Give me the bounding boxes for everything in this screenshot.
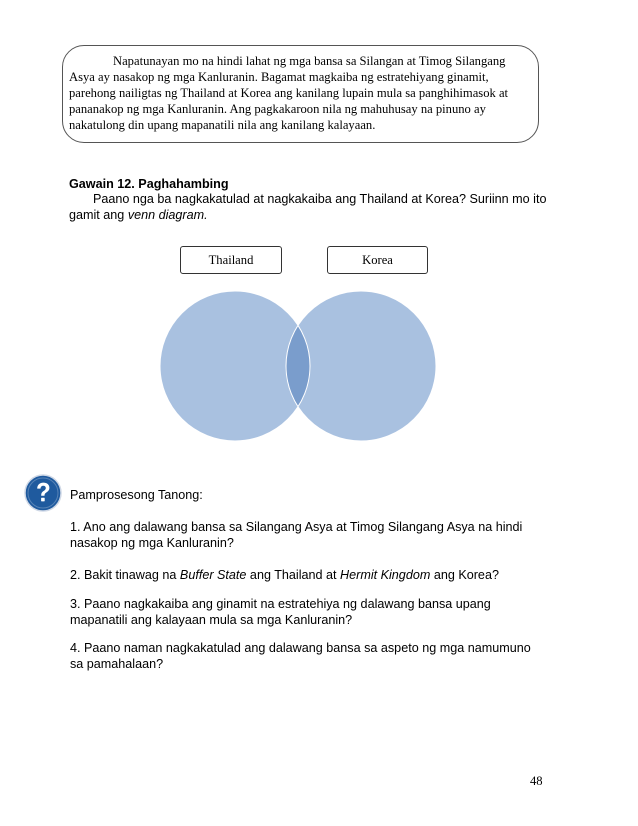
- instruction-italic: venn diagram.: [127, 207, 208, 222]
- process-questions-title: Pamprosesong Tanong:: [70, 488, 203, 502]
- label-korea-text: Korea: [362, 252, 393, 267]
- page-number: 48: [530, 774, 543, 788]
- venn-diagram: [150, 280, 450, 455]
- question-3: 3. Paano nagkakaiba ang ginamit na estratehiya ng dalawang bansa upang mapanatili ang kalayaan mula sa mga Kanluranin?: [70, 597, 491, 627]
- summary-text: Napatunayan mo na hindi lahat ng mga bansa sa Silangan at Timog Silangang Asya ay nasakop ng mga Kanluranin. Bagamat magkaiba ng estratehiyang ginamit, parehong nailigtas ng Thailand at Korea ang kanilang lupain mula sa panghihimasok at pananakop ng mga Kanluranin. Ang pagkakaroon nila ng mahuhusay na pinuno ay nakatulong din upang mapanatili nila ang kanilang kalayaan.: [69, 54, 509, 132]
- summary-callout: [62, 45, 539, 143]
- question-4: 4. Paano naman nagkakatulad ang dalawang bansa sa aspeto ng mga namumuno sa pamahalaan?: [70, 641, 531, 671]
- q2-part-c: ang Thailand at: [246, 568, 341, 582]
- label-korea: [327, 246, 428, 274]
- question-1: 1. Ano ang dalawang bansa sa Silangang Asya at Timog Silangang Asya na hindi nasakop ng mga Kanluranin?: [70, 520, 523, 550]
- q2-part-a: 2. Bakit tinawag na: [70, 568, 180, 582]
- question-2: [70, 567, 540, 583]
- activity-instruction: [69, 192, 549, 223]
- q2-hermit-kingdom: Hermit Kingdom: [340, 568, 431, 582]
- label-thailand: [180, 246, 282, 274]
- q2-part-e: ang Korea?: [430, 568, 499, 582]
- question-mark-icon: [24, 474, 62, 512]
- instruction-text: Paano nga ba nagkakatulad at nagkakaiba ang Thailand at Korea? Suriinn mo ito gamit ang: [69, 192, 547, 222]
- label-thailand-text: Thailand: [208, 252, 254, 267]
- q2-buffer-state: Buffer State: [179, 568, 247, 582]
- activity-title: Gawain 12. Paghahambing: [69, 177, 229, 191]
